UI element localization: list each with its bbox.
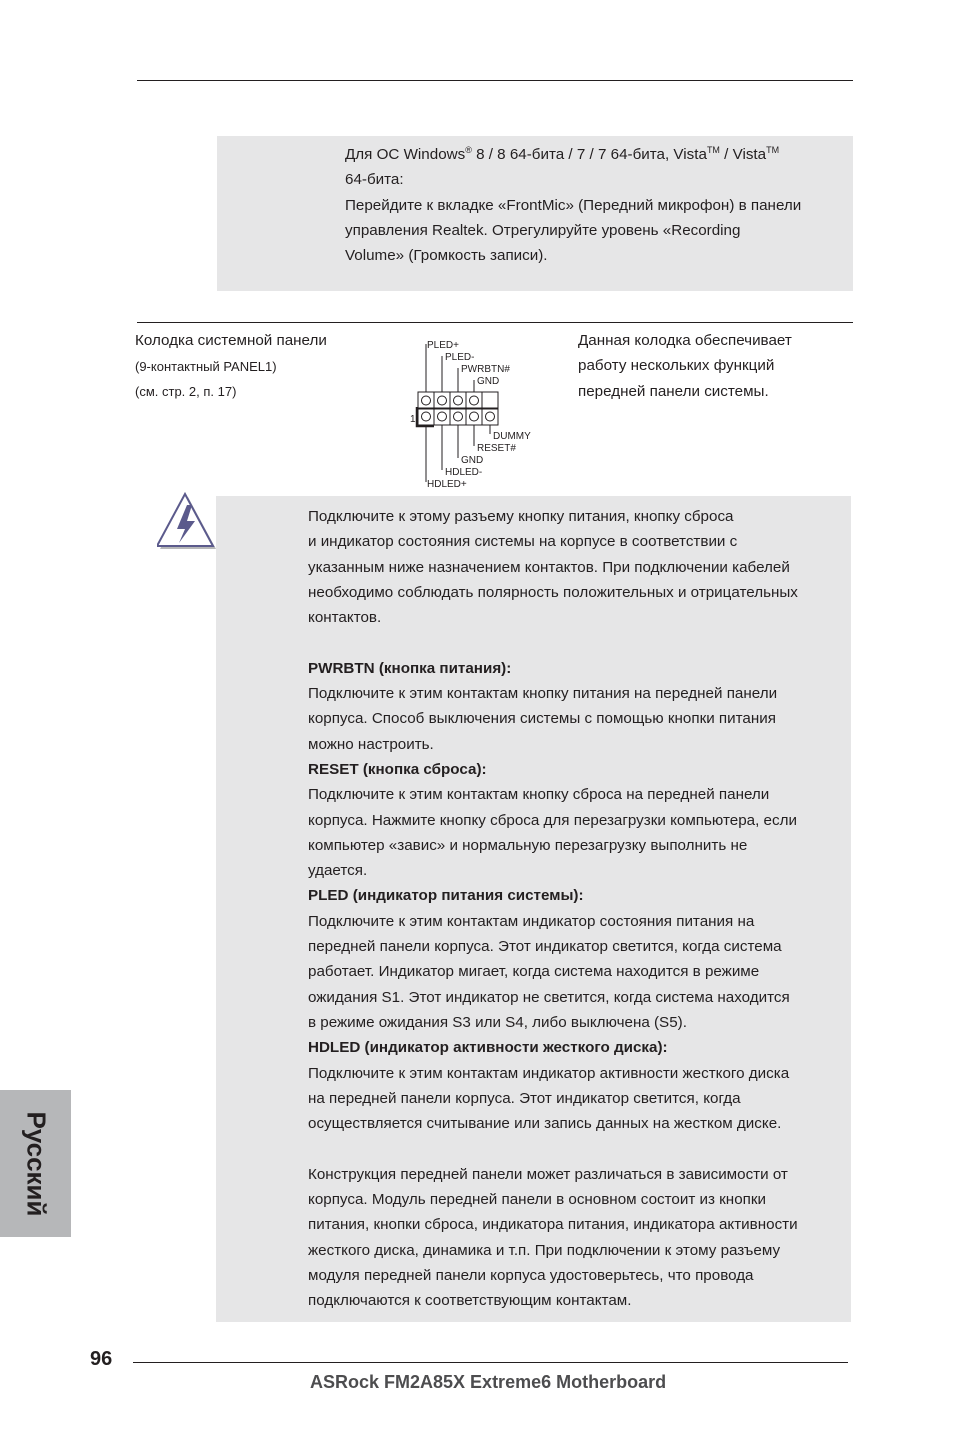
hdled-heading: HDLED (индикатор активности жесткого диска):: [308, 1039, 668, 1057]
section-rule: [137, 322, 853, 323]
warning-icon: [157, 491, 219, 553]
main-text: Подключите к этому разъему кнопку питания, кнопку сброса и индикатор состояния системы на корпусе в соответствии с указанным ниже назначением контактов. При подключении кабелей необходимо соблюдать полярность положительных и отрицательных контактов. PWRBTN (кнопка питания): Подключите к этим контактам кнопку питания на передней панели корпуса. Способ выключения системы с помощью кнопки питания можно настроить. RESET (кнопка сброса): Подключите к этим контактам кнопку сброса на передней панели корпуса. Нажмите кнопку сброса для перезагрузки компьютера, если компьютер «завис» и нормальную перезагрузку выполнить не удается. PLED (индикатор питания системы): Подключите к этим контактам индикатор состояния питания на передней панели корпуса. Этот индикатор светится, когда система работает. Индикатор мигает, когда система находится в режиме ожидания S1. Этот индикатор не светится, когда система находится в режиме ожидания S3 или S4, либо выключена (S5). HDLED (индикатор активности жесткого диска): Подключите к этим контактам индикатор активности жесткого диска на передней панели корпуса. Этот индикатор светится, когда осуществляется считывание или запись данных на жестком диске. Конструкция передней панели может различаться в зависимости от корпуса. Модуль передней панели в основном состоит из кнопки питания, кнопки сброса, индикатора питания, индикатора активности жесткого диска, динамика и т.п. При подключении к этому разъему модуля передней панели корпуса удостоверьтесь, что провода подключаются к соответствующим контактам.: [308, 508, 798, 1310]
panel1-pin-diagram: [405, 336, 545, 488]
language-side-tab: [0, 1090, 71, 1237]
footer-title: ASRock FM2A85X Extreme6 Motherboard: [310, 1372, 667, 1392]
page-number: 96: [90, 1348, 113, 1370]
language-label: Русский: [21, 1110, 51, 1217]
label-pled-minus: PLED-: [445, 352, 475, 363]
note-line-1: Для ОС Windows® 8 / 8 64-бита / 7 / 7 64-бита, Vista™ / Vista™: [345, 145, 780, 163]
label-hdled-minus: HDLED-: [445, 467, 483, 478]
label-hdled-plus: HDLED+: [427, 479, 467, 488]
section-description: Данная колодка обеспечивает работу нескольких функций передней панели системы.: [578, 332, 792, 400]
top-rule: [137, 80, 853, 81]
pled-heading: PLED (индикатор питания системы):: [308, 887, 584, 905]
label-pwrbtn: PWRBTN#: [461, 364, 510, 375]
note-text: [345, 142, 801, 268]
label-pled-plus: PLED+: [427, 340, 459, 351]
label-gnd-top: GND: [477, 376, 500, 387]
section-title: Колодка системной панели: [135, 332, 327, 349]
section-reference: (см. стр. 2, п. 17): [135, 384, 237, 399]
note-line-2: 64-бита:: [345, 171, 404, 189]
footer-rule: [133, 1362, 848, 1363]
note-line-4: управления Realtek. Отрегулируйте уровень «Recording: [345, 221, 741, 239]
note-line-5: Volume» (Громкость записи).: [345, 247, 548, 265]
note-line-3: Перейдите к вкладке «FrontMic» (Передний микрофон) в панели: [345, 196, 802, 214]
section-subtitle: (9-контактный PANEL1): [135, 359, 277, 374]
reset-heading: RESET (кнопка сброса):: [308, 760, 487, 778]
pwrbtn-heading: PWRBTN (кнопка питания):: [308, 659, 512, 677]
label-gnd-bottom: GND: [461, 455, 484, 466]
pin1-label: 1: [410, 414, 416, 425]
label-reset: RESET#: [477, 443, 516, 454]
label-dummy: DUMMY: [493, 431, 531, 442]
